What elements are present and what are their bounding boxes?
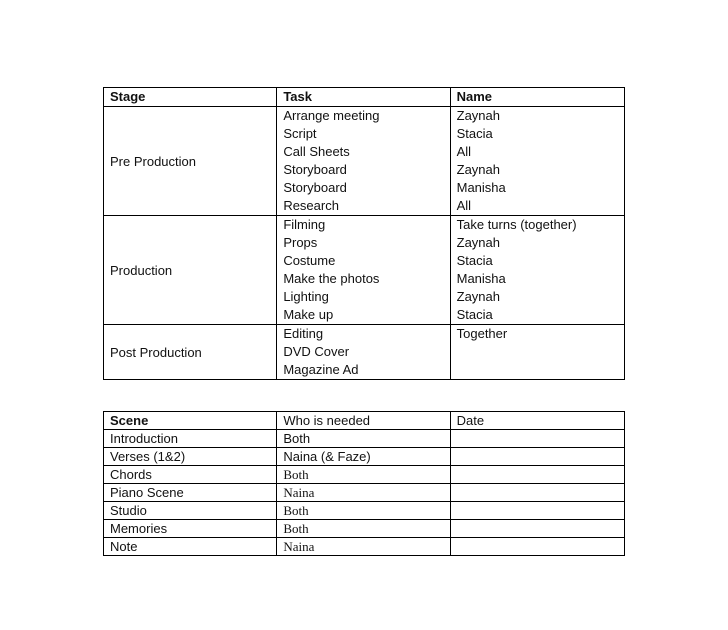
who-cell: Both <box>277 520 450 538</box>
stage-production: Production <box>104 216 277 325</box>
name-item: Zaynah <box>456 108 500 123</box>
production-plan-table <box>103 87 625 380</box>
name-list <box>450 325 624 380</box>
who-cell: Both <box>277 502 450 520</box>
who-cell: Both <box>277 430 450 448</box>
name-item: Together <box>456 326 508 341</box>
stage-pre-production: Pre Production <box>104 107 277 216</box>
task-item: DVD Cover <box>283 344 350 359</box>
name-item: Zaynah <box>456 162 500 177</box>
task-item: Script <box>283 126 317 141</box>
who-cell: Naina <box>277 538 450 556</box>
task-list <box>277 216 450 325</box>
scene-schedule-table <box>103 411 625 556</box>
name-item: Zaynah <box>456 289 500 304</box>
table-row <box>104 502 625 520</box>
name-item: Take turns (together) <box>456 217 577 232</box>
table-row <box>104 538 625 556</box>
header-name: Name <box>450 88 624 107</box>
name-item: Zaynah <box>456 235 500 250</box>
task-item: Make up <box>283 307 334 322</box>
table-row <box>104 448 625 466</box>
date-cell <box>450 520 624 538</box>
header-date: Date <box>450 412 624 430</box>
date-cell <box>450 430 624 448</box>
task-item: Storyboard <box>283 180 347 195</box>
name-item: All <box>456 144 472 159</box>
header-stage: Stage <box>104 88 277 107</box>
name-item: Stacia <box>456 307 493 322</box>
task-item: Call Sheets <box>283 144 350 159</box>
date-cell <box>450 502 624 520</box>
name-list <box>450 107 624 216</box>
scene-cell: Introduction <box>104 430 277 448</box>
task-item: Props <box>283 235 318 250</box>
task-item: Magazine Ad <box>283 362 359 377</box>
header-who-is-needed: Who is needed <box>277 412 450 430</box>
table-row <box>104 216 625 325</box>
task-item: Arrange meeting <box>283 108 380 123</box>
task-item: Storyboard <box>283 162 347 177</box>
scene-cell: Chords <box>104 466 277 484</box>
name-item: Manisha <box>456 180 506 195</box>
who-cell: Both <box>277 466 450 484</box>
who-cell: Naina <box>277 484 450 502</box>
who-cell: Naina (& Faze) <box>277 448 450 466</box>
name-item: All <box>456 198 472 213</box>
table-row <box>104 466 625 484</box>
scene-cell: Note <box>104 538 277 556</box>
task-item: Lighting <box>283 289 329 304</box>
table-row <box>104 325 625 380</box>
name-list <box>450 216 624 325</box>
date-cell <box>450 448 624 466</box>
scene-cell: Verses (1&2) <box>104 448 277 466</box>
task-item: Editing <box>283 326 324 341</box>
header-scene: Scene <box>104 412 277 430</box>
table-row <box>104 430 625 448</box>
task-item: Make the photos <box>283 271 380 286</box>
table-row <box>104 107 625 216</box>
scene-cell: Studio <box>104 502 277 520</box>
task-list <box>277 325 450 380</box>
table-row <box>104 484 625 502</box>
task-item: Research <box>283 198 339 213</box>
table-row <box>104 520 625 538</box>
table-header-row <box>104 412 625 430</box>
date-cell <box>450 538 624 556</box>
date-cell <box>450 466 624 484</box>
name-item: Stacia <box>456 253 493 268</box>
task-item: Filming <box>283 217 326 232</box>
header-task: Task <box>277 88 450 107</box>
task-list <box>277 107 450 216</box>
name-item: Manisha <box>456 271 506 286</box>
name-item: Stacia <box>456 126 493 141</box>
date-cell <box>450 484 624 502</box>
task-item: Costume <box>283 253 336 268</box>
scene-cell: Piano Scene <box>104 484 277 502</box>
table-header-row <box>104 88 625 107</box>
scene-cell: Memories <box>104 520 277 538</box>
stage-post-production: Post Production <box>104 325 277 380</box>
